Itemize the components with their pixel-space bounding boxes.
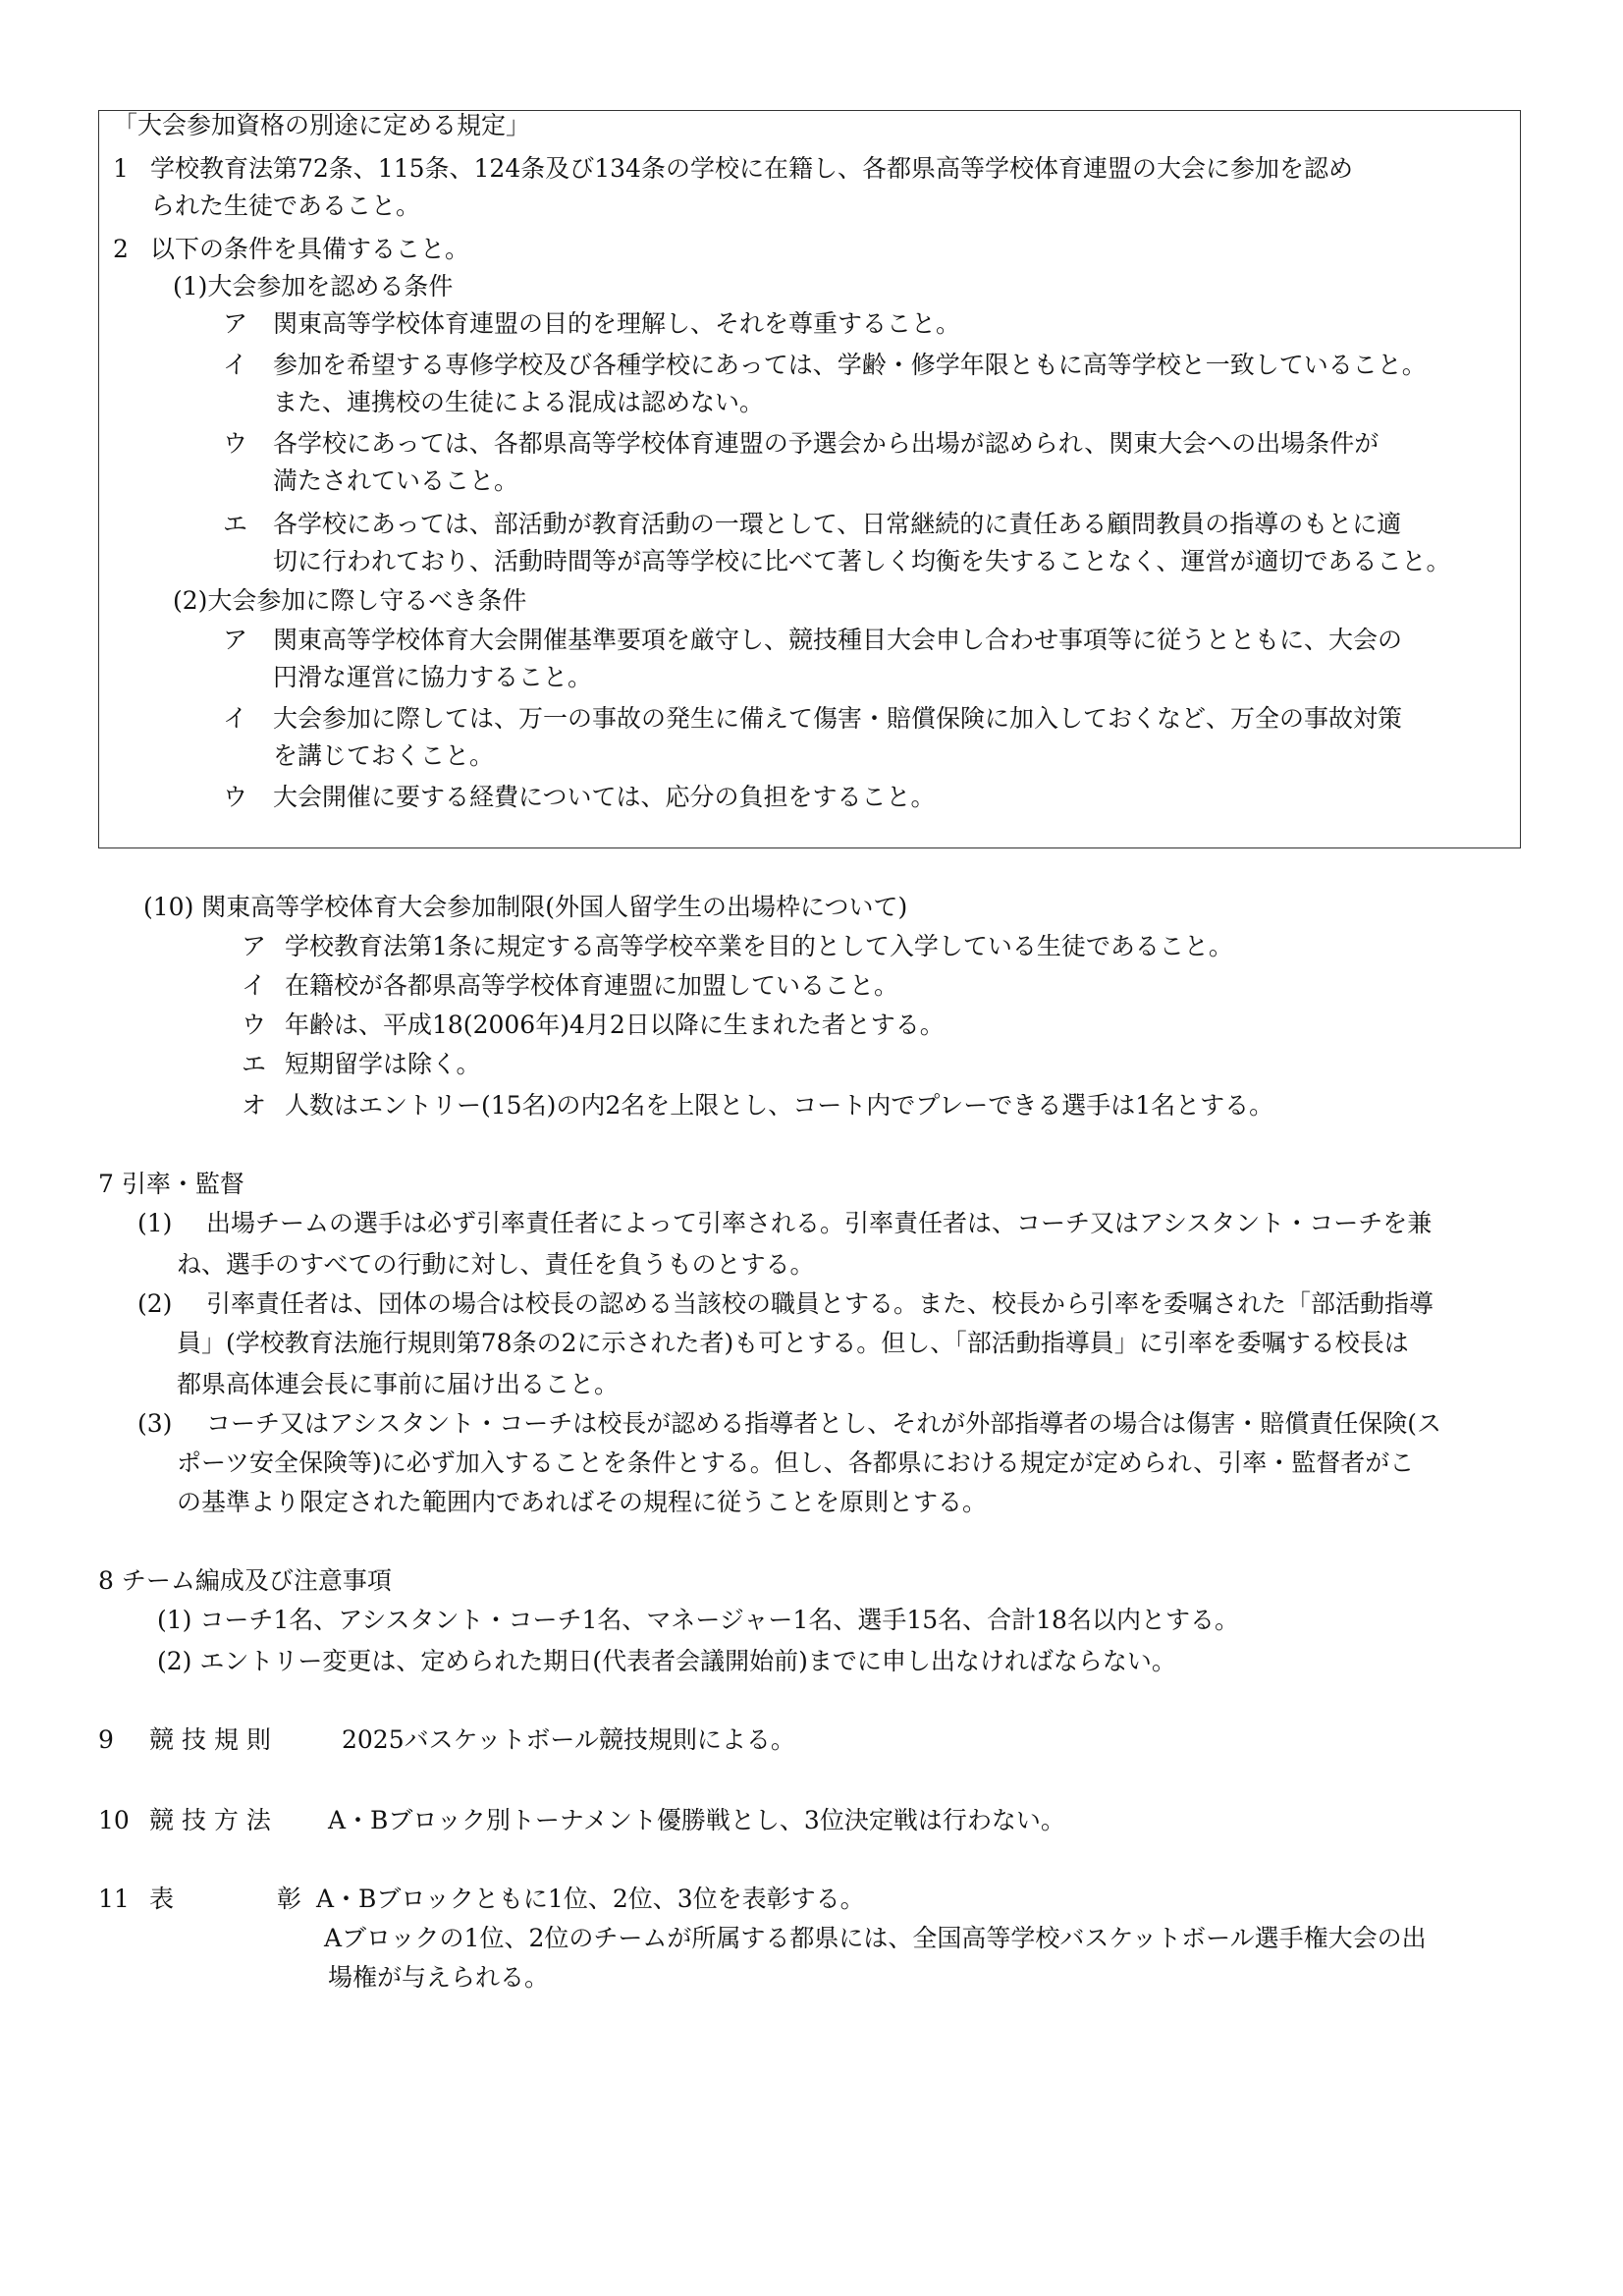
list-text: 円滑な運営に協力すること。 [273,663,593,691]
list-text: 在籍校が各都県高等学校体育連盟に加盟していること。 [285,971,899,1000]
list-mark: ア [223,309,248,338]
section-text: A・Bブロック別トーナメント優勝戦とし、3位決定戦は行わない。 [328,1806,1065,1834]
list-text: 大会開催に要する経費については、応分の負担をすること。 [273,783,936,811]
list-text: また、連携校の生徒による混成は認めない。 [273,388,765,416]
list-text: 満たされていること。 [273,466,519,495]
list-text: 人数はエントリー(15名)の内2名を上限とし、コート内でプレーできる選手は1名とする。 [285,1091,1274,1120]
list-text: 関東高等学校体育連盟の目的を理解し、それを尊重すること。 [273,309,961,338]
paragraph-text: コーチ又はアシスタント・コーチは校長が認める指導者とし、それが外部指導者の場合は傷害・賠償責任保険(ス [206,1409,1442,1438]
box-title: 「大会参加資格の別途に定める規定」 [113,111,531,139]
list-text: 各学校にあっては、各都県高等学校体育連盟の予選会から出場が認められ、関東大会への出場条件が [273,429,1380,458]
paragraph-number: (3) [137,1409,173,1438]
list-mark: ア [242,932,267,960]
item-text: 以下の条件を具備すること。 [150,235,470,263]
list-mark: エ [242,1050,267,1078]
paragraph-text: ポーツ安全保険等)に必ず加入することを条件とする。但し、各都県における規定が定められ、引率・監督者がこ [177,1449,1415,1477]
section-heading: 8 チーム編成及び注意事項 [98,1566,392,1595]
paragraph-text: 引率責任者は、団体の場合は校長の認める当該校の職員とする。また、校長から引率を委嘱された「部活動指導 [206,1289,1434,1318]
paragraph-text: ね、選手のすべての行動に対し、責任を負うものとする。 [177,1250,815,1279]
item-number: 1 [113,154,129,183]
section-text: A・Bブロックともに1位、2位、3位を表彰する。 [316,1885,865,1913]
paragraph-number: (2) [137,1289,173,1318]
paragraph-text: 員」(学校教育法施行規則第78条の2に示された者)も可とする。但し、「部活動指導員」に引率を委嘱する校長は [177,1329,1409,1357]
paragraph-text: 出場チームの選手は必ず引率責任者によって引率される。引率責任者は、コーチ又はアシスタント・コーチを兼 [206,1209,1433,1237]
section-label: 競 技 規 則 [149,1725,271,1754]
section-heading: 7 引率・監督 [98,1170,244,1198]
list-text: 参加を希望する専修学校及び各種学校にあっては、学齢・修学年限ともに高等学校と一致していること。 [273,351,1427,379]
list-mark: ア [223,626,248,654]
list-text: 年齢は、平成18(2006年)4月2日以降に生まれた者とする。 [285,1011,945,1039]
sub-heading: (1)大会参加を認める条件 [173,272,454,301]
list-text: 関東高等学校体育大会開催基準要項を厳守し、競技種目大会申し合わせ事項等に従うとともに、大会の [273,626,1403,654]
list-mark: エ [223,510,248,538]
list-text: 各学校にあっては、部活動が教育活動の一環として、日常継続的に責任ある顧問教員の指導のもとに適 [273,510,1402,538]
list-mark: オ [242,1091,267,1120]
section-text: 場権が与えられる。 [328,1963,550,1992]
section-label: 競 技 方 法 [149,1806,271,1834]
list-mark: イ [242,971,267,1000]
section-number: 11 [98,1885,130,1913]
paragraph-number: (1) [137,1209,173,1237]
list-text: 学校教育法第1条に規定する高等学校卒業を目的として入学している生徒であること。 [285,932,1233,960]
paragraph-text: (2) エントリー変更は、定められた期日(代表者会議開始前)までに申し出なければならない。 [157,1647,1176,1675]
section-label: 表 [149,1885,175,1913]
section-text: 2025バスケットボール競技規則による。 [342,1725,795,1754]
section-heading: (10) 関東高等学校体育大会参加制限(外国人留学生の出場枠について) [143,893,908,921]
paragraph-text: (1) コーチ1名、アシスタント・コーチ1名、マネージャー1名、選手15名、合計18名以内とする。 [157,1606,1239,1634]
item-text: 学校教育法第72条、115条、124条及び134条の学校に在籍し、各都県高等学校体育連盟の大会に参加を認め [150,154,1353,183]
list-mark: ウ [223,783,248,811]
paragraph-text: の基準より限定された範囲内であればその規程に従うことを原則とする。 [177,1488,988,1516]
section-number: 9 [98,1725,114,1754]
list-mark: ウ [223,429,248,458]
list-text: 大会参加に際しては、万一の事故の発生に備えて傷害・賠償保険に加入しておくなど、万全の事故対策 [273,704,1403,733]
sub-heading: (2)大会参加に際し守るべき条件 [173,586,527,615]
section-text: Aブロックの1位、2位のチームが所属する都県には、全国高等学校バスケットボール選手権大会の出 [324,1924,1427,1952]
list-text: を講じておくこと。 [273,741,495,770]
section-label: 彰 [277,1885,302,1913]
paragraph-text: 都県高体連会長に事前に届け出ること。 [177,1370,620,1398]
item-text: られた生徒であること。 [150,191,421,220]
list-mark: ウ [242,1011,267,1039]
list-mark: イ [223,704,248,733]
section-number: 10 [98,1806,130,1834]
list-text: 切に行われており、活動時間等が高等学校に比べて著しく均衡を失することなく、運営が適切であること。 [273,547,1451,575]
list-text: 短期留学は除く。 [285,1050,481,1078]
item-number: 2 [113,235,129,263]
list-mark: イ [223,351,248,379]
